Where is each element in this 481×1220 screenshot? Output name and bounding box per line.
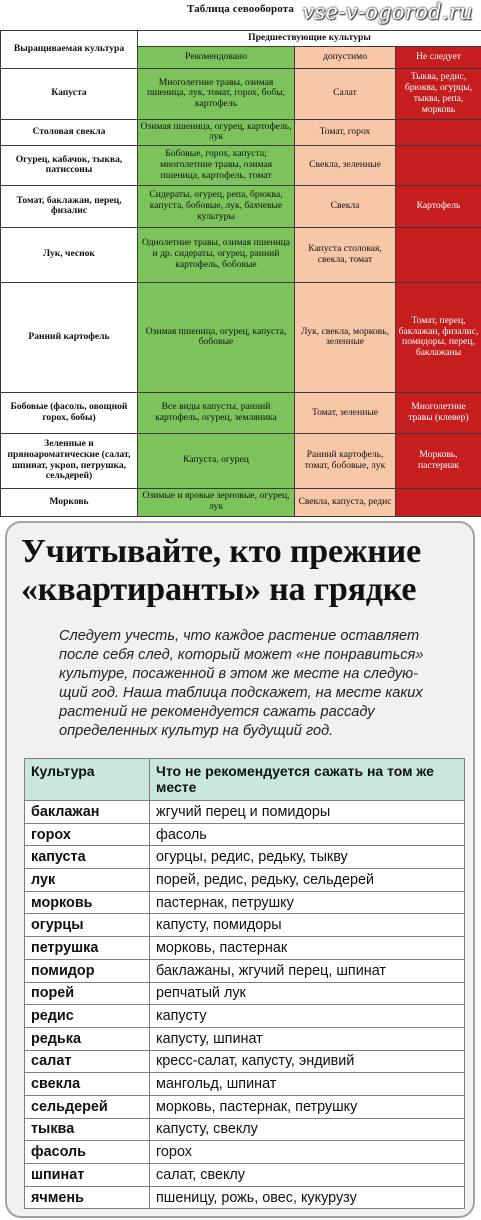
rotation-crop: Лук, чеснок	[1, 227, 138, 282]
header-not-recommended: Не следует	[396, 47, 481, 68]
rotation-not: Тыква, редис, брюква, огурцы, тыква, репа, морковь	[396, 68, 481, 120]
rotation-allowed: Томат, горох	[295, 120, 396, 145]
table-row	[25, 937, 465, 960]
culture-cell: петрушка	[25, 937, 150, 960]
rotation-allowed: Салат	[295, 68, 396, 120]
culture-cell: редис	[25, 1005, 150, 1028]
header-crop: Выращиваемая культура	[1, 31, 138, 69]
culture-cell: морковь	[25, 891, 150, 914]
not-recommended-cell: мангольд, шпинат	[150, 1073, 465, 1096]
table-row	[25, 1050, 465, 1073]
card-text-line: Следует учесть, что каждое растение оставляет	[59, 628, 420, 644]
rotation-recommended: Многолетние травы, озимая пшеница, лук, томат, горох, бобы, картофель	[138, 68, 295, 120]
table-row	[25, 891, 465, 914]
card-title	[21, 533, 471, 609]
rotation-not: Картофель	[396, 186, 481, 228]
table-row	[25, 1186, 465, 1209]
culture-cell: свекла	[25, 1073, 150, 1096]
not-recommended-cell: капусту, свеклу	[150, 1118, 465, 1141]
not-recommended-cell: морковь, пастернак	[150, 937, 465, 960]
header-previous-crops: Предшествующие культуры	[138, 31, 481, 47]
rotation-row	[1, 433, 481, 488]
rotation-allowed: Лук, свекла, морковь, зеленные	[295, 282, 396, 393]
card-text-line: определенных культур на будущий год.	[59, 723, 334, 739]
rotation-not	[396, 488, 481, 517]
rotation-row	[1, 393, 481, 434]
rotation-allowed: Томат, зеленные	[295, 393, 396, 434]
rotation-not	[396, 227, 481, 282]
card-text-line: щий год. Наша таблица подскажет, на месте каких	[59, 685, 423, 701]
rotation-crop: Бобовые (фасоль, овощной горох, бобы)	[1, 393, 138, 434]
card-text-line: культуре, посаженной в этом же месте на следую-	[59, 666, 418, 682]
not-recommended-cell: баклажаны, жгучий перец, шпинат	[150, 959, 465, 982]
crop-rotation-table	[0, 30, 481, 517]
rotation-crop: Ранний картофель	[1, 282, 138, 393]
rotation-allowed: Капуста столовая, свекла, томат	[295, 227, 396, 282]
rotation-crop: Капуста	[1, 68, 138, 120]
card-text-line: после себя след, который может «не понравиться»	[59, 647, 424, 663]
rotation-recommended: Однолетние травы, озимая пшеница и др. сидераты, огурец, ранний картофель, бобовые	[138, 227, 295, 282]
header-recommended: Рекомендовано	[138, 47, 295, 68]
table-row	[25, 1073, 465, 1096]
site-watermark: vse-v-ogorod.ru	[302, 0, 473, 24]
rotation-row	[1, 488, 481, 517]
rotation-allowed: Свекла	[295, 186, 396, 228]
rotation-row	[1, 120, 481, 145]
culture-cell: порей	[25, 982, 150, 1005]
culture-cell: баклажан	[25, 801, 150, 824]
rotation-recommended: Капуста, огурец	[138, 433, 295, 488]
rotation-table-title: Таблица севооборота	[187, 3, 294, 15]
not-recommended-cell: салат, свеклу	[150, 1164, 465, 1187]
not-recommended-cell: кресс-салат, капусту, эндивий	[150, 1050, 465, 1073]
table-row	[25, 1027, 465, 1050]
not-recommended-table	[24, 758, 465, 1209]
not-recommended-cell: огурцы, редис, редьку, тыкву	[150, 846, 465, 869]
rotation-allowed: Свекла, капуста, редис	[295, 488, 396, 517]
culture-cell: шпинат	[25, 1164, 150, 1187]
table-row	[25, 1005, 465, 1028]
rotation-crop: Столовая свекла	[1, 120, 138, 145]
table-row	[25, 1141, 465, 1164]
culture-cell: фасоль	[25, 1141, 150, 1164]
table-row	[25, 982, 465, 1005]
rotation-not: Многолетние травы (клевер)	[396, 393, 481, 434]
header-not-recommended-planting: Что не рекомендуется сажать на том же месте	[150, 759, 465, 801]
rotation-crop: Морковь	[1, 488, 138, 517]
rotation-row	[1, 186, 481, 228]
rotation-not: Томат, перец, баклажан, физалис, помидоры, перец, баклажаны	[396, 282, 481, 393]
culture-cell: горох	[25, 823, 150, 846]
culture-cell: помидор	[25, 959, 150, 982]
rotation-recommended: Озимые и яровые зерновые, огурец, лук	[138, 488, 295, 517]
culture-cell: сельдерей	[25, 1095, 150, 1118]
card-title-line: «квартиранты» на грядке	[21, 571, 417, 608]
rotation-not: Морковь, пастернак	[396, 433, 481, 488]
culture-cell: тыква	[25, 1118, 150, 1141]
not-recommended-cell: капусту, помидоры	[150, 914, 465, 937]
not-recommended-cell: капусту	[150, 1005, 465, 1028]
not-recommended-cell: пастернак, петрушку	[150, 891, 465, 914]
rotation-recommended: Сидераты, огурец, репа, брюква, капуста, бобовые, лук, бахчевые культуры	[138, 186, 295, 228]
card-title-line: Учитывайте, кто прежние	[21, 533, 421, 570]
table-row	[25, 823, 465, 846]
not-recommended-cell: жгучий перец и помидоры	[150, 801, 465, 824]
culture-cell: редька	[25, 1027, 150, 1050]
culture-cell: ячмень	[25, 1186, 150, 1209]
rotation-row	[1, 227, 481, 282]
table-row	[25, 1164, 465, 1187]
culture-cell: лук	[25, 869, 150, 892]
rotation-crop: Томат, баклажан, перец, физалис	[1, 186, 138, 228]
table-row	[25, 869, 465, 892]
table-row	[25, 914, 465, 937]
table-row	[25, 846, 465, 869]
not-recommended-cell: горох	[150, 1141, 465, 1164]
rotation-allowed: Свекла, зеленные	[295, 145, 396, 186]
rotation-not	[396, 145, 481, 186]
not-recommended-cell: капусту, шпинат	[150, 1027, 465, 1050]
not-recommended-cell: морковь, пастернак, петрушку	[150, 1095, 465, 1118]
not-recommended-cell: фасоль	[150, 823, 465, 846]
rotation-row	[1, 282, 481, 393]
culture-cell: огурцы	[25, 914, 150, 937]
culture-cell: капуста	[25, 846, 150, 869]
header-culture: Культура	[25, 759, 150, 801]
table-row	[25, 1118, 465, 1141]
rotation-recommended: Все виды капусты, ранний картофель, огурец, земляника	[138, 393, 295, 434]
table-row	[25, 801, 465, 824]
header-allowed: допустимо	[295, 47, 396, 68]
rotation-not	[396, 120, 481, 145]
rotation-row	[1, 145, 481, 186]
rotation-recommended: Озимая пшеница, огурец, картофель, лук	[138, 120, 295, 145]
culture-cell: салат	[25, 1050, 150, 1073]
not-recommended-cell: порей, редис, редьку, сельдерей	[150, 869, 465, 892]
rotation-crop: Зеленные и пряноароматические (салат, шпинат, укроп, петрушка, сельдерей)	[1, 433, 138, 488]
table-row	[25, 959, 465, 982]
previous-tenants-card	[5, 521, 475, 1218]
table-row	[25, 1095, 465, 1118]
rotation-crop: Огурец, кабачок, тыква, патиссоны	[1, 145, 138, 186]
card-intro-text	[59, 627, 469, 741]
rotation-row	[1, 68, 481, 120]
rotation-recommended: Бобовые, горох, капуста; многолетние травы, озимая пшеница, картофель, томат	[138, 145, 295, 186]
not-recommended-cell: репчатый лук	[150, 982, 465, 1005]
not-recommended-cell: пшеницу, рожь, овес, кукурузу	[150, 1186, 465, 1209]
card-text-line: растений не рекомендуется сажать рассаду	[59, 704, 375, 720]
rotation-recommended: Озимая пшеница, огурец, капуста, бобовые	[138, 282, 295, 393]
rotation-allowed: Ранний картофель, томат, бобовые, лук	[295, 433, 396, 488]
